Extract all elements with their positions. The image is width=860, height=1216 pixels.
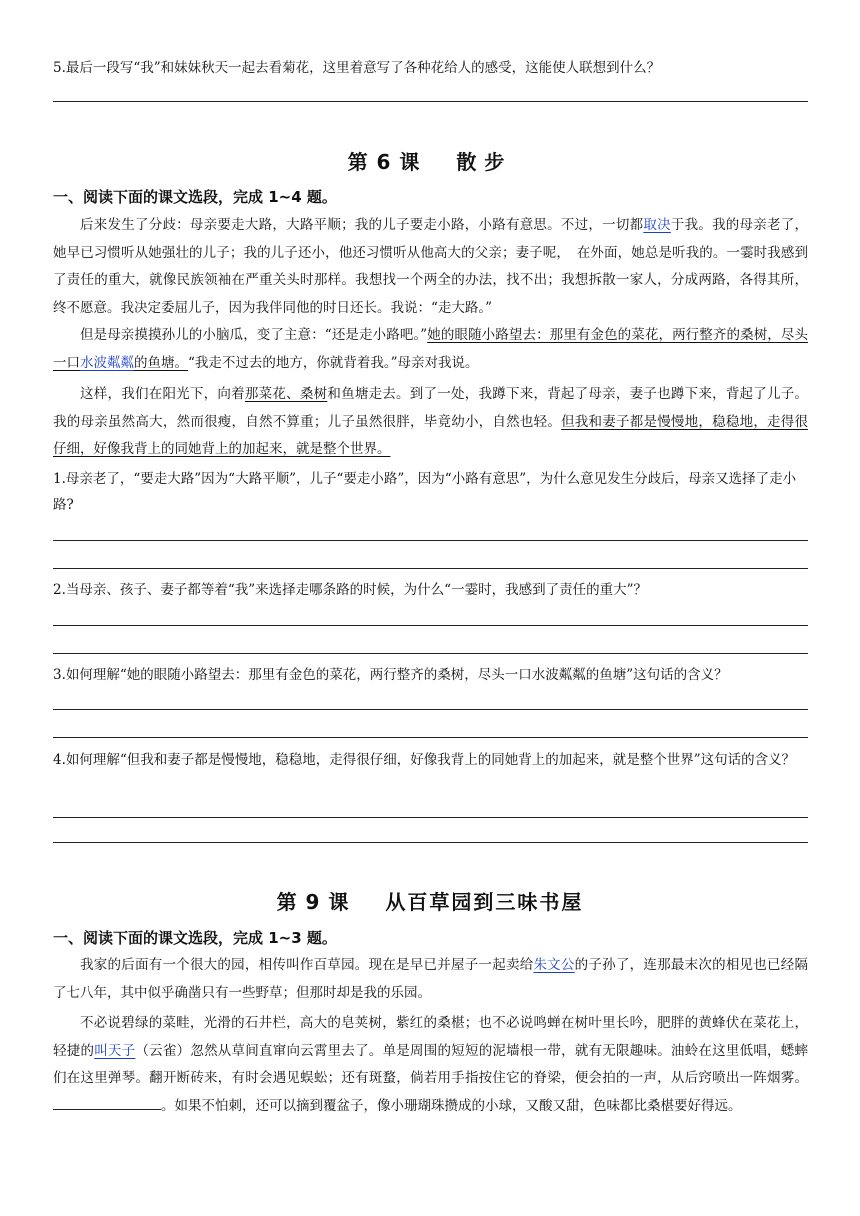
lesson-9-title <box>0 886 860 915</box>
annotated-word-link[interactable]: 取决 <box>643 217 671 233</box>
lesson-6-title <box>0 146 860 175</box>
text: 不必说碧绿的菜畦，光滑的石井栏，高大的皂荚树，紫红的桑椹；也不必说鸣蝉在树叶里长吟，肥胖的黄蜂伏在菜花上，轻捷的 <box>53 1015 808 1059</box>
answer-line <box>53 625 808 626</box>
text: 的子孙了，连那最末次的相见也已经隔了七八年，其中似乎确凿只有一些野草；但那时却是我的乐园。 <box>53 957 809 1001</box>
lesson-6-question-2: 2.当母亲、孩子、妻子都等着“我”来选择走哪条路的时候，为什么“一霎时，我感到了责任的重大”？ <box>53 582 647 598</box>
lesson-6-question-1: 1.母亲老了，“要走大路”因为“大路平顺”，儿子“要走小路”，因为“小路有意思”，为什么意见发生分歧后，母亲又选择了走小路? <box>53 471 797 513</box>
lesson-6-paragraph-3 <box>53 381 808 464</box>
fill-in-blank[interactable] <box>53 1095 161 1110</box>
lesson-9-name: 从百草园到三味书屋 <box>385 890 584 914</box>
lesson-6-name: 散步 <box>456 150 513 174</box>
text: 和鱼塘走去。到了一处，我蹲下来，背起了母亲，妻子也蹲下来，背起了儿子。我的母亲虽然高大，然而很瘦，自然不算重；儿子虽然很胖，毕竟幼小，自然也轻。 <box>53 386 809 430</box>
lesson-6-number: 第 6 课 <box>347 150 421 174</box>
underlined-sentence: 但我和妻子都是慢慢地，稳稳地，走得很仔细，好像我背上的同她背上的加起来，就是整个世界。 <box>53 413 809 457</box>
annotated-word-link[interactable]: 朱文公 <box>533 957 575 973</box>
text: 的鱼塘。 <box>134 354 188 371</box>
lesson-6-paragraph-2 <box>53 322 808 377</box>
text: “我走不过去的地方，你就背着我。”母亲对我说。 <box>188 354 479 371</box>
lesson-9-number: 第 9 课 <box>276 890 350 914</box>
underlined-phrase: 那菜花、桑树 <box>244 386 328 402</box>
answer-line <box>53 653 808 654</box>
annotated-word-link[interactable]: 水波粼粼 <box>80 354 134 371</box>
lesson-9-section-heading: 一、阅读下面的课文选段，完成 1~3 题。 <box>53 929 337 947</box>
lesson-6-question-4: 4.如何理解“但我和妻子都是慢慢地，稳稳地，走得很仔细，好像我背上的同她背上的加起来，就是整个世界”这句话的含义？ <box>53 752 796 768</box>
lesson-6-paragraph-1 <box>53 212 808 322</box>
answer-line <box>53 568 808 569</box>
lesson-6-question-3: 3.如何理解“她的眼随小路望去：那里有金色的菜花，两行整齐的桑树，尽头一口水波粼粼的鱼塘”这句话的含义？ <box>53 667 728 683</box>
answer-line <box>53 101 808 102</box>
lesson-6-section-heading: 一、阅读下面的课文选段，完成 1~4 题。 <box>53 188 337 206</box>
text: 后来发生了分歧：母亲要走大路，大路平顺；我的儿子要走小路，小路有意思。不过，一切都 <box>80 217 644 233</box>
answer-line <box>53 737 808 738</box>
text: 但是母亲摸摸孙儿的小脑瓜，变了主意：“还是走小路吧。” <box>80 327 428 343</box>
text: 。如果不怕刺，还可以摘到覆盆子，像小珊瑚珠攒成的小球，又酸又甜，色味都比桑椹要好得远。 <box>161 1097 742 1114</box>
answer-line <box>53 709 808 710</box>
lesson-9-paragraph-2 <box>53 1010 808 1120</box>
annotated-word-link[interactable]: 叫天子 <box>94 1042 136 1059</box>
text: （云雀）忽然从草间直窜向云霄里去了。单是周围的短短的泥墙根一带，就有无限趣味。油蛉在这里低唱，蟋蟀们在这里弹琴。翻开断砖来，有时会遇见蜈蚣；还有斑蝥，倘若用手指按住它的脊梁，便会拍的一声，从后窍喷出一阵烟雾。 <box>53 1042 809 1086</box>
text: 我家的后面有一个很大的园，相传叫作百草园。现在是早已并屋子一起卖给 <box>80 957 534 973</box>
text: 于我。我的母亲老了，她早已习惯听从她强壮的儿子；我的儿子还小，他还习惯听从他高大的父亲；妻子呢， 在外面，她总是听我的。一霎时我感到了责任的重大，就像民族领袖在严重关头时那样。我想找一个两全的办法，找不出；我想拆散一家人，分成两路，各得其所，终不愿意。我决定委屈儿子，因为我伴同他的时日还长。我说：“走大路。” <box>53 217 809 316</box>
lesson-9-paragraph-1 <box>53 952 808 1007</box>
answer-line <box>53 817 808 818</box>
answer-line <box>53 842 808 843</box>
text: 这样，我们在阳光下，向着 <box>80 386 245 402</box>
text: 她的眼随小路望去：那里有金色的菜花，两行整齐的桑树，尽头一口 <box>53 327 808 371</box>
answer-line <box>53 540 808 541</box>
question-5: 5.最后一段写“我”和妹妹秋天一起去看菊花，这里着意写了各种花给人的感受，这能使人联想到什么？ <box>53 60 661 76</box>
